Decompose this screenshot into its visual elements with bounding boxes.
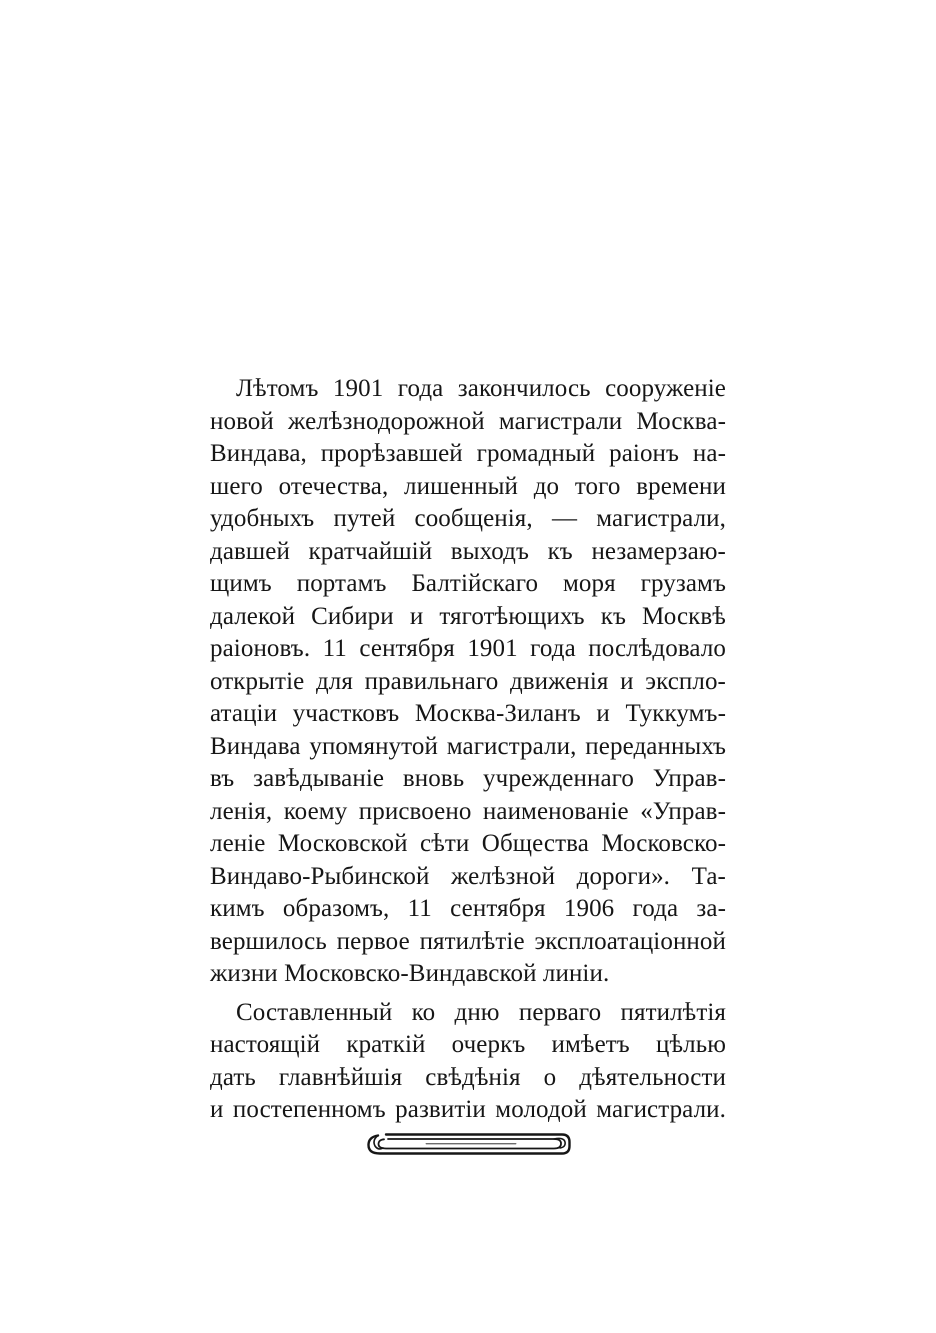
text-line: открытіе для правильнаго движенія и экспло- (210, 667, 726, 695)
text-line: Составленный ко дню перваго пятилѣтія (236, 998, 726, 1026)
paragraph-1 (210, 373, 726, 991)
text-line: Виндава, прорѣзавшей громадный раіонъ на- (210, 440, 726, 467)
text-line: удобныхъ путей сообщенія, — магистрали, (210, 505, 726, 532)
text-line: въ завѣдываніе вновь учрежденнаго Управ- (210, 765, 726, 792)
text-line: ленія, коему присвоено наименованіе «Управ- (210, 797, 726, 825)
text-line: раіоновъ. 11 сентября 1901 года послѣдовало (210, 635, 726, 662)
text-line: давшей кратчайшій выходъ къ незамерзаю- (210, 537, 726, 565)
text-line: дать главнѣйшія свѣдѣнія о дѣятельности (210, 1063, 726, 1091)
scroll-ornament-icon (366, 1131, 572, 1157)
text-line: Лѣтомъ 1901 года закончилось сооруженіе (236, 375, 726, 402)
text-line: вершилось первое пятилѣтіе эксплоатаціонной (210, 927, 726, 955)
text-line: леніе Московской сѣти Общества Московско- (210, 830, 726, 857)
text-line: кимъ образомъ, 11 сентября 1906 года за- (210, 895, 726, 922)
text-line: настоящій краткій очеркъ имѣетъ цѣлью (210, 1031, 726, 1058)
text-line: шего отечества, лишенный до того времени (210, 472, 726, 500)
text-line: атаціи участковъ Москва-Зиланъ и Туккумъ- (210, 700, 726, 727)
text-line: Виндаво-Рыбинской желѣзной дороги». Та- (210, 862, 726, 890)
text-line: новой желѣзнодорожной магистрали Москва- (210, 407, 726, 435)
text-line: Виндава упомянутой магистрали, переданныхъ (210, 732, 726, 760)
text-line: щимъ портамъ Балтійскаго моря грузамъ (210, 570, 726, 597)
text-line: далекой Сибири и тяготѣющихъ къ Москвѣ (210, 602, 726, 630)
text-block (210, 373, 726, 1127)
text-line: жизни Московско-Виндавской линіи. (210, 960, 610, 987)
paragraph-2 (210, 997, 726, 1127)
text-line: и постепенномъ развитіи молодой магистрали. (210, 1096, 726, 1123)
